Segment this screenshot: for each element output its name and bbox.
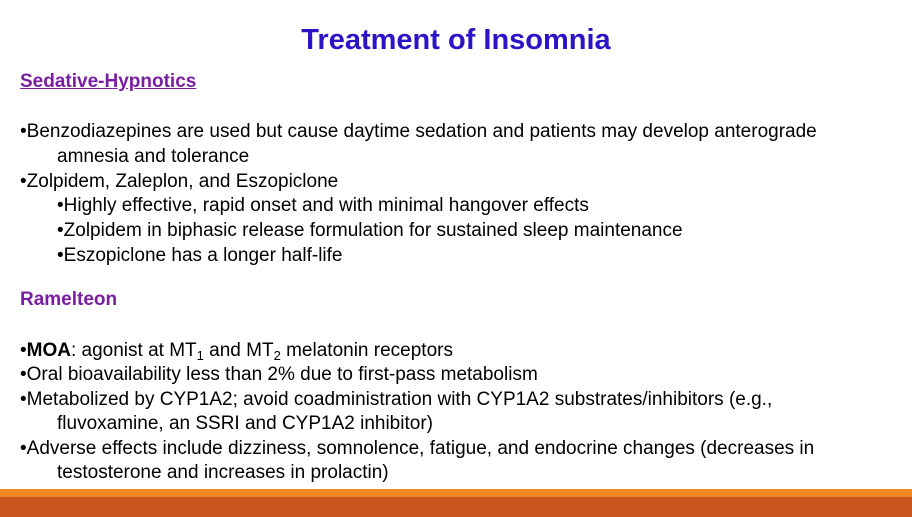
- bullet-metabolism-continued: fluvoxamine, an SSRI and CYP1A2 inhibitor): [57, 413, 433, 434]
- moa-label: MOA: [26, 340, 71, 361]
- bullet-benzodiazepines: •Benzodiazepines are used but cause daytime sedation and patients may develop anterograde: [20, 121, 817, 142]
- moa-sub-2: 2: [273, 348, 281, 363]
- section-heading-sedative-hypnotics: Sedative-Hypnotics: [20, 71, 197, 92]
- moa-bullet: •: [20, 340, 27, 361]
- sub-bullet-eszopiclone: •Eszopiclone has a longer half-life: [57, 245, 343, 266]
- sub-bullet-effective: •Highly effective, rapid onset and with minimal hangover effects: [57, 195, 589, 216]
- bullet-zdrugs: •Zolpidem, Zaleplon, and Eszopiclone: [20, 171, 339, 192]
- bullet-benzodiazepines-continued: amnesia and tolerance: [57, 146, 250, 167]
- moa-sub-1: 1: [196, 348, 204, 363]
- slide-title: Treatment of Insomnia: [301, 24, 611, 56]
- bullet-adverse-effects: •Adverse effects include dizziness, somnolence, fatigue, and endocrine changes (decreases in: [20, 438, 815, 459]
- moa-text-a: : agonist at MT: [70, 340, 197, 361]
- bullet-metabolism: •Metabolized by CYP1A2; avoid coadministration with CYP1A2 substrates/inhibitors (e.g.,: [20, 389, 773, 410]
- bullet-adverse-effects-continued: testosterone and increases in prolactin): [57, 462, 389, 483]
- bullet-bioavailability: •Oral bioavailability less than 2% due to first-pass metabolism: [20, 364, 538, 385]
- footer-bar: [0, 497, 912, 517]
- footer-accent-bar: [0, 489, 912, 497]
- section-heading-ramelteon: Ramelteon: [20, 289, 118, 310]
- bullet-moa: [20, 340, 453, 362]
- sub-bullet-zolpidem: •Zolpidem in biphasic release formulation for sustained sleep maintenance: [57, 220, 683, 241]
- moa-text-c: melatonin receptors: [280, 340, 453, 361]
- moa-text-b: and MT: [203, 340, 274, 361]
